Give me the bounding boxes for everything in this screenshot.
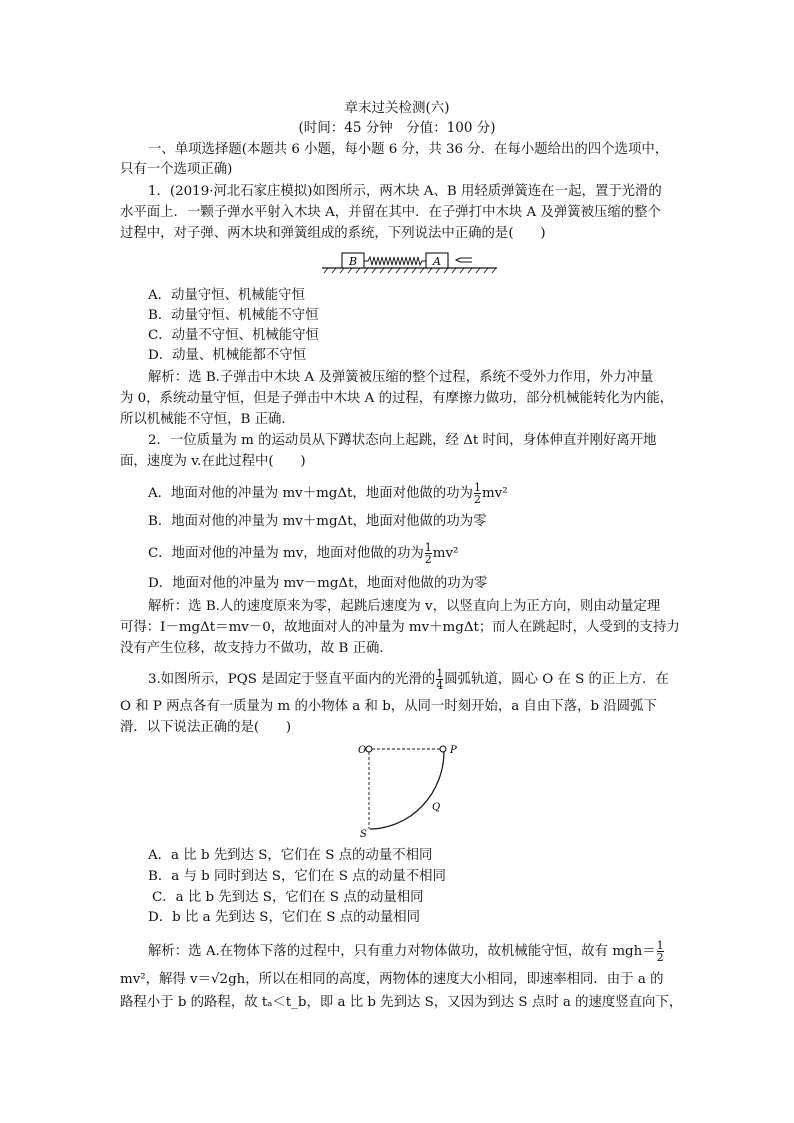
q1-stem-line-2: 水平面上．一颗子弹水平射入木块 A，并留在其中．在子弹打中木块 A 及弹簧被压缩的整个 bbox=[120, 205, 661, 220]
q2-analysis-line-3: 没有产生位移，故支持力不做功，故 B 正确. bbox=[120, 641, 384, 656]
q1-option-b: B．动量守恒、机械能不守恒 bbox=[148, 308, 319, 323]
q2-analysis-line-1: 解析：选 B.人的速度原来为零，起跳后速度为 v，以竖直向上为正方向，则由动量定理 bbox=[148, 599, 661, 614]
q1-stem-line-1: 1．(2019·河北石家庄模拟)如图所示，两木块 A、B 用轻质弹簧连在一起，置于光滑的 bbox=[148, 184, 662, 199]
q3-stem-line-1 bbox=[148, 668, 669, 691]
q1-option-c: C．动量不守恒、机械能守恒 bbox=[148, 328, 319, 343]
ground-hatch bbox=[324, 268, 496, 273]
object-a-at-o bbox=[366, 746, 372, 752]
q1-analysis-line-1: 解析：选 B.子弹击中木块 A 及弹簧被压缩的整个过程，系统不受外力作用，外力冲量 bbox=[148, 370, 654, 385]
q3-option-a: A．a 比 b 先到达 S，它们在 S 点的动量不相同 bbox=[148, 848, 433, 863]
q3-analysis-line-3: 路程小于 b 的路程，故 tₐ＜t_b，即 a 比 b 先到达 S，又因为到达 S 点时 a 的速度竖直向下， bbox=[120, 995, 683, 1010]
q1-spring-blocks-figure bbox=[322, 246, 502, 274]
q2-analysis-line-2: 可得：I－mgΔt＝mv－0，故地面对人的冲量为 mv＋mgΔt；而人在跳起时，人受到的支持力 bbox=[120, 620, 680, 635]
q3-option-c: C．a 比 b 先到达 S，它们在 S 点的动量相同 bbox=[152, 890, 424, 905]
q2-option-c-text: C．地面对他的冲量为 mv，地面对他做的功为 bbox=[148, 546, 424, 561]
q3-circular-arc-figure bbox=[356, 740, 466, 840]
label-o: O bbox=[358, 745, 367, 756]
section-heading-line-2: 只有一个选项正确) bbox=[120, 162, 233, 177]
q3-analysis-line-1-text: 解析：选 A.在物体下落的过程中，只有重力对物体做功，故机械能守恒，故有 mgh＝ bbox=[148, 944, 656, 959]
q1-analysis-line-2: 为 0，系统动量守恒，但是子弹击中木块 A 的过程，有摩擦力做功，部分机械能转化为内能， bbox=[120, 391, 674, 406]
q2-option-c-fraction bbox=[425, 542, 432, 565]
circular-arc-track bbox=[370, 751, 444, 829]
q3-stem-fraction bbox=[436, 668, 443, 691]
label-s: S bbox=[360, 829, 367, 840]
q2-stem-line-1: 2．一位质量为 m 的运动员从下蹲状态向上起跳，经 Δt 时间，身体伸直并刚好离开地 bbox=[148, 433, 657, 448]
q3-stem-line-1-end: 圆弧轨道，圆心 O 在 S 的正上方．在 bbox=[444, 672, 669, 687]
fraction-numerator: 1 bbox=[473, 481, 481, 494]
q2-option-c bbox=[148, 542, 458, 565]
fraction-denominator: 2 bbox=[473, 493, 481, 506]
fraction-numerator: 1 bbox=[656, 939, 664, 952]
q3-analysis-line-1 bbox=[148, 940, 665, 963]
q2-option-d: D．地面对他的冲量为 mv－mgΔt，地面对他做的功为零 bbox=[148, 576, 488, 591]
bullet-icon bbox=[456, 258, 472, 262]
block-b-label: B bbox=[348, 255, 358, 268]
label-p: P bbox=[450, 745, 457, 756]
label-q: Q bbox=[432, 802, 441, 813]
q1-stem-line-3: 过程中，对子弹、两木块和弹簧组成的系统，下列说法中正确的是( ) bbox=[120, 226, 546, 241]
fraction-denominator: 4 bbox=[436, 679, 444, 692]
fraction-denominator: 2 bbox=[656, 951, 664, 964]
q2-option-a-text: A．地面对他的冲量为 mv＋mgΔt，地面对他做的功为 bbox=[148, 486, 473, 501]
section-heading-line-1: 一、单项选择题(本题共 6 小题，每小题 6 分，共 36 分．在每小题给出的四个选项中， bbox=[148, 142, 669, 157]
q2-stem-line-2: 面，速度为 v.在此过程中( ) bbox=[120, 454, 306, 469]
page-title: 章末过关检测(六) bbox=[344, 100, 450, 116]
q1-option-d: D．动量、机械能都不守恒 bbox=[148, 348, 307, 363]
q2-option-a bbox=[148, 482, 508, 505]
q3-stem-line-1-start: 3.如图所示，PQS 是固定于竖直平面内的光滑的 bbox=[148, 672, 436, 687]
q3-analysis-line-2: mv²，解得 v＝√2gh，所以在相同的高度，两物体的速度大小相同，即速率相同．由于 a 的 bbox=[120, 972, 664, 987]
q2-option-c-tail: mv² bbox=[432, 546, 459, 561]
q2-option-a-tail: mv² bbox=[481, 486, 508, 501]
page-subtitle: (时间：45 分钟 分值：100 分) bbox=[298, 120, 496, 136]
q3-stem-line-2: O 和 P 两点各有一质量为 m 的小物体 a 和 b，从同一时刻开始，a 自由下落，b 沿圆弧下 bbox=[120, 699, 657, 714]
q3-option-b: B．a 与 b 同时到达 S，它们在 S 点的动量不相同 bbox=[148, 869, 446, 884]
fraction-denominator: 2 bbox=[424, 553, 432, 566]
q1-option-a: A．动量守恒、机械能守恒 bbox=[148, 288, 305, 303]
q1-analysis-line-3: 所以机械能不守恒，B 正确. bbox=[120, 412, 286, 427]
q3-stem-line-3: 滑．以下说法正确的是( ) bbox=[120, 720, 292, 735]
fraction-numerator: 1 bbox=[436, 667, 444, 680]
block-a-label: A bbox=[433, 255, 441, 268]
q3-analysis-fraction bbox=[657, 940, 664, 963]
q2-option-a-fraction bbox=[474, 482, 481, 505]
fraction-numerator: 1 bbox=[424, 541, 432, 554]
q3-option-d: D．b 比 a 先到达 S，它们在 S 点的动量相同 bbox=[148, 910, 421, 925]
q2-option-b: B．地面对他的冲量为 mv＋mgΔt，地面对他做的功为零 bbox=[148, 514, 487, 529]
object-b-at-p bbox=[440, 746, 446, 752]
spring bbox=[364, 257, 426, 265]
